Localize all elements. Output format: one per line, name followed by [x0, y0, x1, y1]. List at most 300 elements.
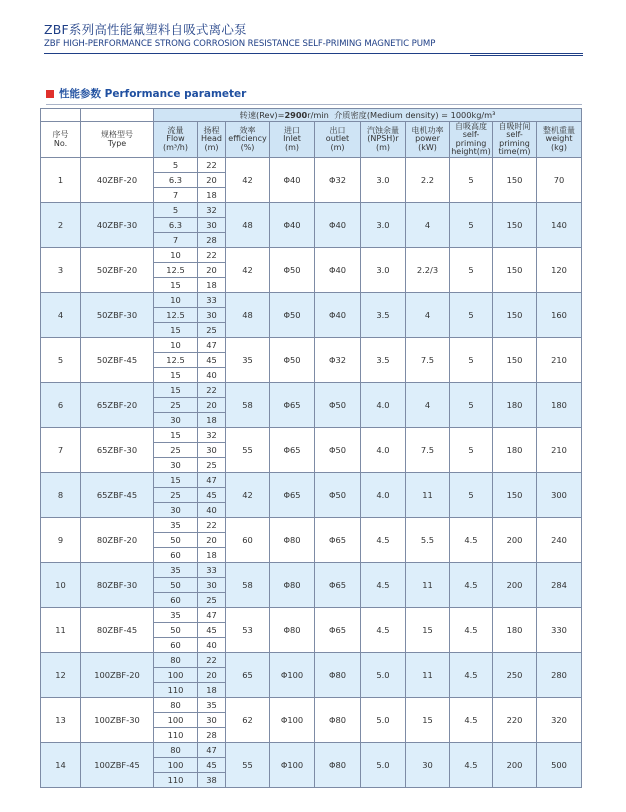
- column-header-en: self-priming: [455, 130, 487, 148]
- column-header-cn: 效率: [239, 125, 256, 135]
- power-cell: 11: [406, 653, 450, 698]
- weight-cell: 180: [537, 383, 582, 428]
- flow-cell: 25: [154, 488, 198, 503]
- head-cell: 22: [198, 518, 226, 533]
- weight-cell: 240: [537, 518, 582, 563]
- model-type: 50ZBF-45: [81, 338, 154, 383]
- model-type: 100ZBF-20: [81, 653, 154, 698]
- flow-cell: 15: [154, 383, 198, 398]
- column-header: [406, 122, 450, 158]
- inlet-cell: Φ50: [270, 248, 315, 293]
- flow-cell: 12.5: [154, 263, 198, 278]
- power-cell: 4: [406, 383, 450, 428]
- self-priming-height-cell: 5: [450, 338, 493, 383]
- column-header: [154, 122, 198, 158]
- model-type: 65ZBF-20: [81, 383, 154, 428]
- table-row: [41, 698, 582, 713]
- condition-cell: [154, 109, 582, 122]
- flow-cell: 60: [154, 548, 198, 563]
- inlet-cell: Φ100: [270, 653, 315, 698]
- speed-unit: r/min: [307, 109, 329, 120]
- power-cell: 15: [406, 608, 450, 653]
- self-priming-time-cell: 250: [493, 653, 537, 698]
- head-cell: 33: [198, 563, 226, 578]
- flow-cell: 10: [154, 248, 198, 263]
- head-cell: 28: [198, 233, 226, 248]
- head-cell: 47: [198, 743, 226, 758]
- model-type: 40ZBF-20: [81, 158, 154, 203]
- self-priming-height-cell: 5: [450, 428, 493, 473]
- self-priming-height-cell: 5: [450, 383, 493, 428]
- head-cell: 18: [198, 413, 226, 428]
- condition-row: [41, 109, 582, 122]
- column-header-en: (NPSH)r: [367, 134, 399, 144]
- self-priming-time-cell: 150: [493, 158, 537, 203]
- flow-cell: 100: [154, 713, 198, 728]
- table-row: [41, 428, 582, 443]
- flow-cell: 80: [154, 698, 198, 713]
- efficiency-cell: 35: [226, 338, 270, 383]
- self-priming-time-cell: 150: [493, 473, 537, 518]
- self-priming-time-cell: 150: [493, 248, 537, 293]
- self-priming-time-cell: 180: [493, 608, 537, 653]
- outlet-cell: Φ50: [315, 428, 361, 473]
- npsh-cell: 3.0: [361, 203, 406, 248]
- column-header-cn: 电机功率: [411, 125, 444, 135]
- inlet-cell: Φ65: [270, 428, 315, 473]
- header-divider-accent: [470, 55, 583, 56]
- head-cell: 25: [198, 593, 226, 608]
- head-cell: 45: [198, 353, 226, 368]
- weight-cell: 320: [537, 698, 582, 743]
- row-number: 13: [41, 698, 81, 743]
- page-title-cn: ZBF系列高性能氟塑料自吸式离心泵: [44, 22, 247, 37]
- weight-cell: 70: [537, 158, 582, 203]
- outlet-cell: Φ65: [315, 608, 361, 653]
- outlet-cell: Φ32: [315, 158, 361, 203]
- self-priming-time-cell: 220: [493, 698, 537, 743]
- head-cell: 22: [198, 383, 226, 398]
- column-header-en: self-priming: [499, 130, 530, 148]
- row-number: 8: [41, 473, 81, 518]
- flow-cell: 35: [154, 563, 198, 578]
- column-header: [81, 122, 154, 158]
- head-cell: 18: [198, 278, 226, 293]
- inlet-cell: Φ100: [270, 743, 315, 788]
- column-header-en: Head: [201, 134, 222, 144]
- self-priming-height-cell: 5: [450, 473, 493, 518]
- outlet-cell: Φ50: [315, 383, 361, 428]
- flow-cell: 10: [154, 338, 198, 353]
- model-type: 65ZBF-30: [81, 428, 154, 473]
- row-number: 14: [41, 743, 81, 788]
- weight-cell: 210: [537, 428, 582, 473]
- head-cell: 30: [198, 578, 226, 593]
- flow-cell: 30: [154, 413, 198, 428]
- flow-cell: 50: [154, 623, 198, 638]
- outlet-cell: Φ80: [315, 653, 361, 698]
- self-priming-height-cell: 4.5: [450, 518, 493, 563]
- npsh-cell: 4.0: [361, 428, 406, 473]
- efficiency-cell: 58: [226, 383, 270, 428]
- column-header-cn: 流量: [167, 125, 184, 135]
- row-number: 10: [41, 563, 81, 608]
- row-number: 1: [41, 158, 81, 203]
- column-header-en: No.: [53, 138, 68, 148]
- flow-cell: 15: [154, 473, 198, 488]
- self-priming-height-cell: 4.5: [450, 698, 493, 743]
- head-cell: 18: [198, 188, 226, 203]
- efficiency-cell: 48: [226, 293, 270, 338]
- npsh-cell: 4.5: [361, 608, 406, 653]
- column-header-unit: (kW): [418, 142, 437, 152]
- npsh-cell: 4.0: [361, 473, 406, 518]
- flow-cell: 80: [154, 653, 198, 668]
- column-header-unit: (m): [284, 142, 300, 152]
- speed-label: 转速(Rev)=: [239, 109, 285, 120]
- column-header: [315, 122, 361, 158]
- power-cell: 4: [406, 293, 450, 338]
- column-header-en: Type: [107, 138, 127, 148]
- condition-blank-no: [41, 109, 81, 122]
- head-cell: 20: [198, 668, 226, 683]
- efficiency-cell: 48: [226, 203, 270, 248]
- model-type: 80ZBF-20: [81, 518, 154, 563]
- model-type: 40ZBF-30: [81, 203, 154, 248]
- weight-cell: 500: [537, 743, 582, 788]
- outlet-cell: Φ65: [315, 518, 361, 563]
- flow-cell: 50: [154, 578, 198, 593]
- column-header-cn: 整机重量: [543, 125, 576, 135]
- head-cell: 25: [198, 458, 226, 473]
- flow-cell: 25: [154, 443, 198, 458]
- model-type: 100ZBF-30: [81, 698, 154, 743]
- column-header: [41, 122, 81, 158]
- weight-cell: 210: [537, 338, 582, 383]
- header-divider: [44, 53, 583, 54]
- table-row: [41, 563, 582, 578]
- head-cell: 20: [198, 398, 226, 413]
- head-cell: 20: [198, 263, 226, 278]
- model-type: 50ZBF-20: [81, 248, 154, 293]
- column-header-en: outlet: [325, 134, 350, 144]
- density-text: 介质密度(Medium density) = 1000kg/m³: [334, 109, 496, 120]
- head-cell: 30: [198, 308, 226, 323]
- power-cell: 5.5: [406, 518, 450, 563]
- self-priming-time-cell: 200: [493, 743, 537, 788]
- head-cell: 32: [198, 203, 226, 218]
- inlet-cell: Φ100: [270, 698, 315, 743]
- flow-cell: 25: [154, 398, 198, 413]
- flow-cell: 30: [154, 503, 198, 518]
- flow-cell: 35: [154, 518, 198, 533]
- head-cell: 18: [198, 548, 226, 563]
- table-row: [41, 473, 582, 488]
- table-row: [41, 653, 582, 668]
- table-row: [41, 248, 582, 263]
- flow-cell: 15: [154, 368, 198, 383]
- head-cell: 38: [198, 773, 226, 788]
- section-divider: [46, 104, 582, 105]
- column-header-unit: height(m): [451, 146, 491, 156]
- efficiency-cell: 53: [226, 608, 270, 653]
- inlet-cell: Φ40: [270, 203, 315, 248]
- weight-cell: 140: [537, 203, 582, 248]
- efficiency-cell: 62: [226, 698, 270, 743]
- weight-cell: 120: [537, 248, 582, 293]
- speed-value: 2900: [284, 109, 308, 120]
- self-priming-time-cell: 200: [493, 563, 537, 608]
- row-number: 11: [41, 608, 81, 653]
- head-cell: 22: [198, 158, 226, 173]
- page-title-en: ZBF HIGH-PERFORMANCE STRONG CORROSION RESISTANCE SELF-PRIMING MAGNETIC PUMP: [44, 39, 436, 49]
- column-header-cn: 序号: [52, 130, 69, 140]
- flow-cell: 30: [154, 458, 198, 473]
- self-priming-height-cell: 5: [450, 293, 493, 338]
- table-row: [41, 743, 582, 758]
- column-header-cn: 汽蚀余量: [367, 125, 399, 135]
- head-cell: 47: [198, 338, 226, 353]
- table-row: [41, 293, 582, 308]
- flow-cell: 100: [154, 668, 198, 683]
- row-number: 4: [41, 293, 81, 338]
- self-priming-time-cell: 200: [493, 518, 537, 563]
- flow-cell: 50: [154, 533, 198, 548]
- flow-cell: 6.3: [154, 218, 198, 233]
- table-row: [41, 158, 582, 173]
- flow-cell: 110: [154, 773, 198, 788]
- power-cell: 11: [406, 563, 450, 608]
- model-type: 65ZBF-45: [81, 473, 154, 518]
- head-cell: 20: [198, 533, 226, 548]
- flow-cell: 12.5: [154, 308, 198, 323]
- performance-table: [40, 108, 582, 788]
- head-cell: 22: [198, 653, 226, 668]
- column-header: [198, 122, 226, 158]
- inlet-cell: Φ40: [270, 158, 315, 203]
- model-type: 80ZBF-30: [81, 563, 154, 608]
- outlet-cell: Φ40: [315, 293, 361, 338]
- self-priming-height-cell: 4.5: [450, 653, 493, 698]
- column-header-unit: (m): [204, 142, 219, 152]
- flow-cell: 35: [154, 608, 198, 623]
- flow-cell: 60: [154, 593, 198, 608]
- inlet-cell: Φ65: [270, 383, 315, 428]
- model-type: 100ZBF-45: [81, 743, 154, 788]
- head-cell: 32: [198, 428, 226, 443]
- efficiency-cell: 55: [226, 743, 270, 788]
- column-header-unit: (kg): [551, 142, 567, 152]
- row-number: 12: [41, 653, 81, 698]
- flow-cell: 5: [154, 203, 198, 218]
- column-header-unit: (m³/h): [162, 142, 188, 152]
- flow-cell: 60: [154, 638, 198, 653]
- section-bullet-icon: [46, 90, 54, 98]
- efficiency-cell: 55: [226, 428, 270, 473]
- head-cell: 33: [198, 293, 226, 308]
- flow-cell: 110: [154, 683, 198, 698]
- column-header-en: efficiency: [228, 134, 267, 144]
- column-header-cn: 规格型号: [101, 130, 133, 140]
- column-header-unit: (m): [330, 142, 345, 152]
- self-priming-time-cell: 150: [493, 203, 537, 248]
- power-cell: 4: [406, 203, 450, 248]
- head-cell: 20: [198, 173, 226, 188]
- inlet-cell: Φ80: [270, 563, 315, 608]
- head-cell: 18: [198, 683, 226, 698]
- npsh-cell: 4.0: [361, 383, 406, 428]
- head-cell: 45: [198, 488, 226, 503]
- npsh-cell: 4.5: [361, 518, 406, 563]
- column-header-cn: 扬程: [203, 125, 220, 135]
- column-header: [361, 122, 406, 158]
- self-priming-height-cell: 4.5: [450, 563, 493, 608]
- head-cell: 40: [198, 368, 226, 383]
- column-header-en: Inlet: [283, 134, 301, 144]
- head-cell: 47: [198, 473, 226, 488]
- head-cell: 30: [198, 713, 226, 728]
- table-row: [41, 338, 582, 353]
- flow-cell: 15: [154, 428, 198, 443]
- efficiency-cell: 60: [226, 518, 270, 563]
- self-priming-time-cell: 180: [493, 383, 537, 428]
- power-cell: 30: [406, 743, 450, 788]
- outlet-cell: Φ40: [315, 203, 361, 248]
- flow-cell: 110: [154, 728, 198, 743]
- flow-cell: 7: [154, 233, 198, 248]
- npsh-cell: 4.5: [361, 563, 406, 608]
- weight-cell: 280: [537, 653, 582, 698]
- flow-cell: 7: [154, 188, 198, 203]
- column-header-cn: 自吸时间: [498, 121, 531, 131]
- npsh-cell: 5.0: [361, 743, 406, 788]
- row-number: 6: [41, 383, 81, 428]
- row-number: 9: [41, 518, 81, 563]
- npsh-cell: 3.0: [361, 158, 406, 203]
- inlet-cell: Φ50: [270, 338, 315, 383]
- column-header-cn: 进口: [284, 125, 300, 135]
- self-priming-time-cell: 150: [493, 338, 537, 383]
- flow-cell: 12.5: [154, 353, 198, 368]
- power-cell: 7.5: [406, 338, 450, 383]
- npsh-cell: 5.0: [361, 698, 406, 743]
- column-header-en: power: [415, 134, 440, 144]
- head-cell: 35: [198, 698, 226, 713]
- column-header: [537, 122, 582, 158]
- table-row: [41, 383, 582, 398]
- outlet-cell: Φ32: [315, 338, 361, 383]
- head-cell: 47: [198, 608, 226, 623]
- column-header: [493, 122, 537, 158]
- head-cell: 45: [198, 758, 226, 773]
- table-row: [41, 203, 582, 218]
- npsh-cell: 3.5: [361, 338, 406, 383]
- outlet-cell: Φ65: [315, 563, 361, 608]
- outlet-cell: Φ80: [315, 743, 361, 788]
- weight-cell: 330: [537, 608, 582, 653]
- head-cell: 22: [198, 248, 226, 263]
- row-number: 5: [41, 338, 81, 383]
- outlet-cell: Φ80: [315, 698, 361, 743]
- power-cell: 15: [406, 698, 450, 743]
- column-header-row: [41, 122, 582, 158]
- weight-cell: 300: [537, 473, 582, 518]
- self-priming-height-cell: 5: [450, 248, 493, 293]
- flow-cell: 15: [154, 278, 198, 293]
- weight-cell: 284: [537, 563, 582, 608]
- efficiency-cell: 42: [226, 473, 270, 518]
- flow-cell: 100: [154, 758, 198, 773]
- outlet-cell: Φ40: [315, 248, 361, 293]
- column-header: [226, 122, 270, 158]
- flow-cell: 15: [154, 323, 198, 338]
- column-header-en: weight: [545, 134, 573, 144]
- efficiency-cell: 42: [226, 248, 270, 293]
- section-title: 性能参数 Performance parameter: [59, 88, 247, 100]
- head-cell: 28: [198, 728, 226, 743]
- table-row: [41, 608, 582, 623]
- model-type: 80ZBF-45: [81, 608, 154, 653]
- npsh-cell: 3.5: [361, 293, 406, 338]
- table-row: [41, 518, 582, 533]
- self-priming-height-cell: 4.5: [450, 743, 493, 788]
- head-cell: 45: [198, 623, 226, 638]
- flow-cell: 10: [154, 293, 198, 308]
- power-cell: 2.2/3: [406, 248, 450, 293]
- power-cell: 2.2: [406, 158, 450, 203]
- column-header: [450, 122, 493, 158]
- head-cell: 30: [198, 443, 226, 458]
- npsh-cell: 5.0: [361, 653, 406, 698]
- inlet-cell: Φ50: [270, 293, 315, 338]
- efficiency-cell: 65: [226, 653, 270, 698]
- head-cell: 40: [198, 503, 226, 518]
- self-priming-height-cell: 5: [450, 158, 493, 203]
- row-number: 3: [41, 248, 81, 293]
- outlet-cell: Φ50: [315, 473, 361, 518]
- self-priming-height-cell: 4.5: [450, 608, 493, 653]
- column-header-en: Flow: [166, 134, 185, 144]
- self-priming-height-cell: 5: [450, 203, 493, 248]
- inlet-cell: Φ80: [270, 608, 315, 653]
- column-header-unit: (m): [375, 142, 391, 152]
- column-header-cn: 自吸高度: [455, 121, 487, 131]
- power-cell: 7.5: [406, 428, 450, 473]
- head-cell: 40: [198, 638, 226, 653]
- power-cell: 11: [406, 473, 450, 518]
- row-number: 7: [41, 428, 81, 473]
- efficiency-cell: 58: [226, 563, 270, 608]
- flow-cell: 5: [154, 158, 198, 173]
- efficiency-cell: 42: [226, 158, 270, 203]
- self-priming-time-cell: 180: [493, 428, 537, 473]
- column-header-unit: (%): [240, 142, 255, 152]
- inlet-cell: Φ65: [270, 473, 315, 518]
- column-header-unit: time(m): [498, 146, 531, 156]
- self-priming-time-cell: 150: [493, 293, 537, 338]
- column-header-cn: 出口: [329, 125, 346, 135]
- flow-cell: 6.3: [154, 173, 198, 188]
- inlet-cell: Φ80: [270, 518, 315, 563]
- weight-cell: 160: [537, 293, 582, 338]
- column-header: [270, 122, 315, 158]
- head-cell: 25: [198, 323, 226, 338]
- row-number: 2: [41, 203, 81, 248]
- npsh-cell: 3.0: [361, 248, 406, 293]
- model-type: 50ZBF-30: [81, 293, 154, 338]
- flow-cell: 80: [154, 743, 198, 758]
- head-cell: 30: [198, 218, 226, 233]
